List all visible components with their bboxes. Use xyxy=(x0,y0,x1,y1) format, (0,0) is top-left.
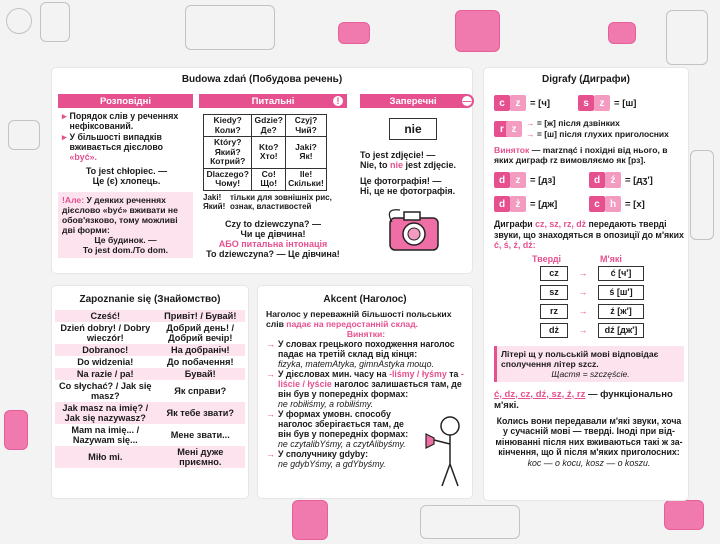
example-text: fizyka, matemAtyka, gimnAstyka тощо. xyxy=(278,359,435,369)
soft-label: М'які xyxy=(600,253,622,264)
hard-cell: rz xyxy=(540,304,568,319)
question-word: Dlaczego? Чому! xyxy=(204,168,252,190)
note-text: У деяких реченнях дієслово «być» вживати не обов'язково, тому можливі дві форми: xyxy=(62,195,178,235)
example-text: ne czytalibYśmy, a czytAlibyśmy. xyxy=(278,439,406,449)
rule-text: Порядок слів у реченнях нефіксований. xyxy=(69,111,179,131)
example-text: Czy to dziewczyna? — xyxy=(224,218,322,229)
ukrainian-phrase: На добраніч! xyxy=(156,344,245,356)
coin-doodle xyxy=(8,120,40,150)
header-label: Питальні xyxy=(251,95,295,107)
polish-phrase: Na razie / pa! xyxy=(55,368,156,380)
sound-value: = [ш] після глухих приголосних xyxy=(536,129,669,139)
desc-text: — функціонально м'які. xyxy=(494,388,673,411)
intro-text: Наголос у переважній більшості польських слів xyxy=(266,309,452,329)
question-word: Kiedy? Коли? xyxy=(204,115,252,137)
digraph-row xyxy=(589,195,684,213)
ukrainian-phrase: Мені дуже приємно. xyxy=(156,446,245,468)
digraph-row xyxy=(589,171,684,189)
example-text: To jest dom./To dom. xyxy=(82,245,169,255)
example-text: To jest chłopiec. — xyxy=(85,166,168,176)
highlight-text: ć, ś, ź, dź: xyxy=(494,240,536,250)
question-word: Jaki! Який! xyxy=(203,192,226,211)
example-text: Чи це дівчина! xyxy=(240,228,306,239)
desc-text: передають тверді звуки, що знаходяться в опозиції до м'яких xyxy=(494,219,684,240)
interrogative-column xyxy=(199,94,347,259)
letter-tile: d xyxy=(589,172,605,188)
hard-label: Тверді xyxy=(532,253,562,264)
digraph-row xyxy=(494,195,589,213)
interrogative-header xyxy=(199,94,347,108)
question-word: Czyj? Чий? xyxy=(286,115,327,137)
ukrainian-phrase: Привіт! / Бувай! xyxy=(156,310,245,322)
panel-title: Budowa zdań (Побудова речень) xyxy=(181,74,343,85)
desc-text: Колись вони передавали м'які звуки, хоча у сучасній мові — тверді. Іноді при відмінюванні після них вживаються такі ж закінчення, що й після м'яких приголосних: xyxy=(495,415,683,457)
speaker-figure-icon xyxy=(424,414,468,490)
hard-cell: cz xyxy=(540,266,568,281)
highlight-text: -liśmy / łyśmy xyxy=(389,369,447,379)
exclamation-icon: ! xyxy=(331,94,345,108)
rule-text: та xyxy=(446,369,461,379)
panel-title: Digrafy (Диграфи) xyxy=(542,74,630,85)
rule-text: наголос залишається там, де він був у попередніх формах: xyxy=(278,379,462,399)
example-text: ne gdybYśmy, a gdYbyśmy. xyxy=(278,459,386,469)
exception-label: Виняток xyxy=(494,145,530,155)
note-example: Щастя = szczęście. xyxy=(551,368,630,379)
sound-value: = [ж] після дзвінких xyxy=(536,118,620,128)
ukrainian-phrase: Бувай! xyxy=(156,368,245,380)
ukrainian-phrase: Добрий день! / Добрий вечір! xyxy=(166,323,235,343)
polish-phrase: Mam na imię... / Nazywam się... xyxy=(71,425,140,445)
highlight-text: падає на передостанній склад. xyxy=(286,319,419,329)
letter-tile: c xyxy=(589,196,605,212)
coin-doodle xyxy=(6,8,32,34)
question-word: Ile! Скільки! xyxy=(286,168,327,190)
negative-column xyxy=(360,94,472,196)
szcz-note xyxy=(494,346,684,382)
question-word: Kto? Хто! xyxy=(252,137,286,169)
soft-cell: ś [ш'] xyxy=(598,285,644,300)
camera-icon xyxy=(386,204,442,256)
letter-tile: z xyxy=(510,95,526,111)
flag-doodle xyxy=(664,500,704,530)
soft-cell: dź [дж'] xyxy=(598,323,644,338)
polish-phrase: Cześć! xyxy=(55,310,156,322)
sound-value: = [дʒ'] xyxy=(625,174,653,186)
question-word: Gdzie? Де? xyxy=(252,115,286,137)
question-words-table xyxy=(203,114,327,191)
exception-text: — marznąć і похідні від нього, в яких диграф rz вимовляємо як [рз]. xyxy=(494,145,668,165)
ukrainian-phrase: Як тебе звати? xyxy=(156,402,245,424)
castle-doodle xyxy=(292,500,328,540)
example-text: ne robiłiśmy, a robiłiśmy. xyxy=(278,399,373,409)
tower-doodle xyxy=(666,10,708,65)
example-text: Це (є) хлопець. xyxy=(92,176,161,186)
question-word: Co! Що! xyxy=(252,168,286,190)
panel-title: Akcent (Наголос) xyxy=(323,294,407,305)
polish-phrase: Co słychać? / Jak się masz? xyxy=(59,381,152,401)
letter-tile: h xyxy=(605,196,621,212)
example-text: Ні, це не фотографія. xyxy=(360,186,456,196)
highlight-text: ć, dz, cz, dź, sz, ź, rz xyxy=(494,388,586,400)
hard-soft-table: cz → ć [ч'] sz → ś [ш'] rz → ź [ж'] dż → dź [дж'] xyxy=(540,266,684,338)
soft-cell: ć [ч'] xyxy=(598,266,644,281)
soft-cell: ź [ж'] xyxy=(598,304,644,319)
sound-value: = [ч] xyxy=(530,97,551,109)
flag-doodle xyxy=(608,22,636,44)
flag-doodle xyxy=(4,410,28,450)
sound-value: = [ш] xyxy=(614,97,637,109)
accent-panel: Akcent (Наголос) Наголос у переважній більшості польських слів падає на передостанній склад. Винятки: → У словах грецького походження наголос падає на третій склад від кінця: fizyka, matemAtyka, gimnAstyka тощо. → У дієсловах мин. часу на -liśmy / łyśmy та -liście / łyście наголос залишається там, де він був у попередніх формах: ne robiłiśmy, a robiłiśmy. → У формах умовн. способу наголос зберігається там, де він був у попередніх формах: ne czytalibYśmy, a czytAlibyśmy. → У сполучнику gdyby: ne gdybYśmy, a gdYbyśmy. xyxy=(258,286,472,498)
example-text: To jest zdjęcie! — xyxy=(360,150,436,160)
example-text: To dziewczyna? — Це дівчина! xyxy=(206,248,340,259)
example-text: jest zdjęcie. xyxy=(403,160,457,170)
ukrainian-phrase: Мене звати... xyxy=(170,430,230,440)
letter-tile: ź xyxy=(605,172,621,188)
polish-phrase: Dobranoc! xyxy=(55,344,156,356)
poland-map-doodle xyxy=(455,10,500,52)
panel-title: Zapoznanie się (Знайомство) xyxy=(79,294,221,305)
sound-value: = [дж] xyxy=(530,198,558,210)
example-text: Nie, to xyxy=(360,160,391,170)
castle-doodle xyxy=(185,5,275,50)
example-text: koc — o kocu, kosz — o koszu. xyxy=(527,457,651,468)
usage-note: тільки для зовнішніх рис, ознак, властивостей xyxy=(230,192,332,211)
rule-text: У дієсловах мин. часу на xyxy=(278,369,390,379)
letter-tile: r xyxy=(494,121,510,137)
highlight-text: cz, sz, rz, dż xyxy=(535,219,586,229)
question-word: Który? Який? Котрий? xyxy=(204,137,252,169)
polish-phrase: Do widzenia! xyxy=(77,357,134,367)
letter-tile: s xyxy=(578,95,594,111)
ukrainian-phrase: До побачення! xyxy=(167,357,234,367)
castle-doodle xyxy=(40,2,70,42)
sound-value: = [дз] xyxy=(530,174,556,186)
letter-tile: d xyxy=(494,196,510,212)
digraph-row xyxy=(578,94,636,112)
digraph-row xyxy=(494,171,589,189)
rule-text: У сполучнику gdyby: xyxy=(278,449,369,459)
digraph-row xyxy=(494,94,550,112)
hard-cell: sz xyxy=(540,285,568,300)
question-word: Jaki? Як! xyxy=(286,137,327,169)
letter-tile: z xyxy=(510,172,526,188)
rule-text: У словах грецького походження наголос падає на третій склад від кінця: xyxy=(278,339,455,359)
letter-tile: z xyxy=(594,95,610,111)
negative-header xyxy=(360,94,472,108)
letter-tile: c xyxy=(494,95,510,111)
stork-doodle xyxy=(690,150,714,240)
rule-text: У формах умовн. способу наголос зберігається там, де він був у попередніх формах: xyxy=(278,409,409,439)
polish-phrase: Jak masz na imię? / Jak się nazywasz? xyxy=(55,402,156,424)
introduction-panel xyxy=(52,286,248,498)
rz-row: r z → = [ж] після дзвінких → = [ш] після глухих приголосних xyxy=(494,118,684,140)
polish-phrase: Miło mi. xyxy=(55,446,156,468)
mountains-doodle xyxy=(420,505,520,539)
example-text: Це будинок. — xyxy=(94,235,157,245)
highlight-text: nie xyxy=(390,160,404,170)
declarative-column: Розповідні ▸ Порядок слів у реченнях нефіксований. ▸ У більшості випадків вживається дієслово «być». To jest chłopiec. — Це (є) хлопець. !Але: У деяких реченнях дієслово «być» вживати не обов'язково, тому можливі дві форми: Це будинок. — To jest dom./To dom. xyxy=(58,94,193,258)
declarative-header: Розповідні xyxy=(58,94,193,108)
polish-phrase: Dzień dobry! / Dobry wieczór! xyxy=(60,323,151,343)
highlight-text: «być». xyxy=(69,152,97,162)
exceptions-label: Винятки: xyxy=(346,329,386,339)
negation-word-box: nie xyxy=(389,118,437,140)
sound-value: = [х] xyxy=(625,198,645,210)
header-label: Заперечні xyxy=(389,95,437,107)
hard-cell: dż xyxy=(540,323,568,338)
digraphs-panel xyxy=(484,68,688,500)
example-text: Це фотографія! — xyxy=(360,176,442,186)
phrases-table xyxy=(55,310,245,468)
minus-icon: — xyxy=(460,94,474,108)
sentence-structure-panel xyxy=(52,68,472,273)
letter-tile: z xyxy=(506,121,522,137)
highlight-text: -liście / łyście xyxy=(278,369,464,389)
note-text: Літері щ у польській мові відповідає сполучення літер szcz. xyxy=(501,348,659,369)
highlight-text: АБО питальна інтонація xyxy=(218,238,328,249)
ukrainian-phrase: Як справи? xyxy=(174,386,227,396)
rule-text: У більшості випадків вживається дієслово xyxy=(69,132,163,152)
warning-label: !Але: xyxy=(62,195,85,205)
letter-tile: d xyxy=(494,172,510,188)
letter-tile: ż xyxy=(510,196,526,212)
desc-text: Диграфи xyxy=(494,219,536,229)
flag-doodle xyxy=(338,22,370,44)
